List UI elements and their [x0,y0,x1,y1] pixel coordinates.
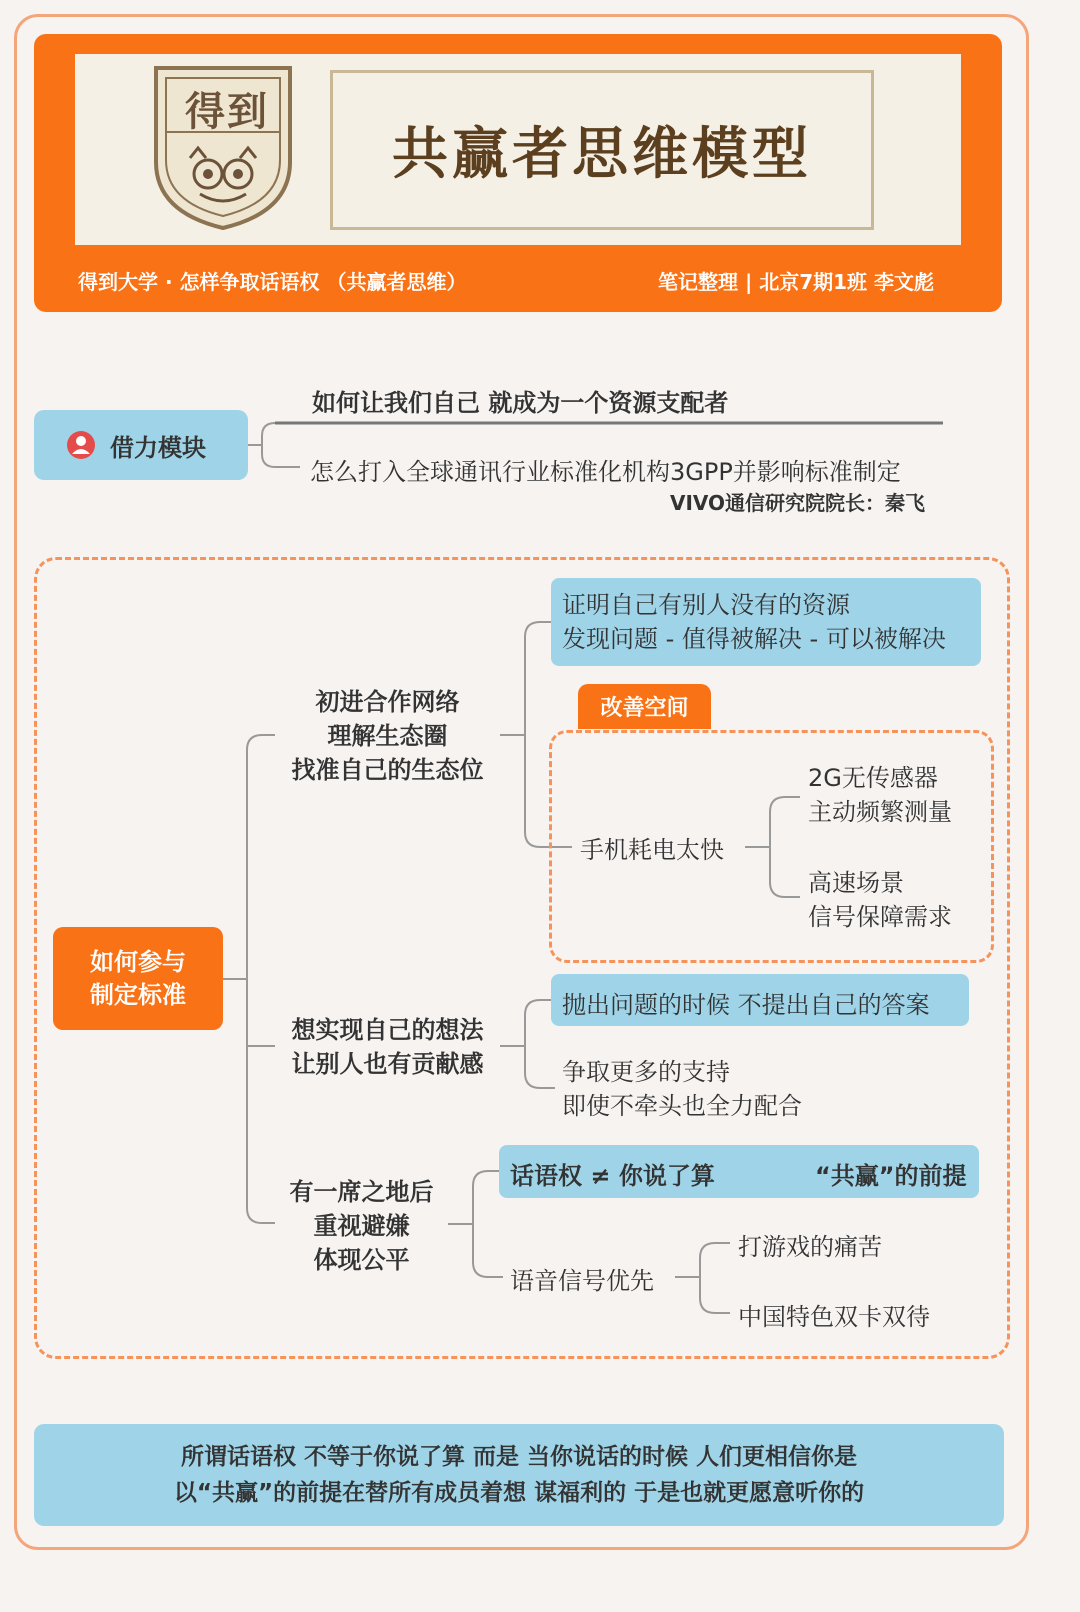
module-headline: 如何让我们自己 就成为一个资源支配者 [312,389,729,417]
child1-line2: 主动频繁测量 [808,798,952,826]
branch1-line3: 找准自己的生态位 [291,756,484,784]
page-title: 共赢者思维模型 [392,121,812,187]
branch2-label [275,1013,500,1081]
branch2-node1-text: 抛出问题的时候 不提出自己的答案 [562,991,930,1019]
branch2-node2 [562,1055,802,1123]
branch3-line1: 有一席之地后 [289,1178,434,1206]
branch3-child1: 打游戏的痛苦 [738,1233,882,1261]
root-line1: 如何参与 [90,947,186,976]
child1-line1: 2G无传感器 [808,764,938,792]
improvement-tag: 改善空间 [578,684,711,729]
branch1-node1-text [562,588,946,656]
branch1-node2-label: 手机耗电太快 [580,836,724,864]
branch2-line2: 让别人也有贡献感 [291,1050,484,1078]
root-line2: 制定标准 [90,980,186,1009]
branch3-child2: 中国特色双卡双待 [738,1303,930,1331]
footer-line2: 以“共赢”的前提在替所有成员着想 谋福利的 于是也就更愿意听你的 [173,1480,865,1506]
footer-line1: 所谓话语权 不等于你说了算 而是 当你说话的时候 人们更相信你是 [180,1444,858,1470]
child2-line2: 信号保障需求 [808,903,952,931]
branch3-line3: 体现公平 [313,1246,410,1274]
branch3-node1-left: 话语权 ≠ 你说了算 [510,1162,715,1190]
branch1-line1: 初进合作网络 [315,688,460,716]
branch1-node1-line1: 证明自己有别人没有的资源 [562,591,850,619]
branch2-node2-line1: 争取更多的支持 [562,1058,730,1086]
branch1-node1-line2: 发现问题 - 值得被解决 - 可以被解决 [562,625,946,653]
root-node [53,927,223,1030]
branch2-line1: 想实现自己的想法 [291,1016,484,1044]
course-source: 得到大学 · 怎样争取话语权 （共赢者思维） [78,270,467,294]
branch3-line2: 重视避嫌 [313,1212,410,1240]
branch2-node2-line2: 即使不牵头也全力配合 [562,1092,802,1120]
branch1-node2-child2 [808,866,952,934]
child2-line1: 高速场景 [808,869,904,897]
branch3-node1-right: “共赢”的前提 [815,1162,967,1190]
branch1-label [275,685,500,787]
module-attribution: VIVO通信研究院院长：秦飞 [670,491,926,515]
note-author: 笔记整理 | 北京7期1班 李文彪 [658,270,935,294]
module-label: 借力模块 [110,434,206,462]
summary-footer [34,1424,1004,1526]
branch1-line2: 理解生态圈 [327,722,448,750]
module-subline: 怎么打入全球通讯行业标准化机构3GPP并影响标准制定 [310,458,901,486]
branch3-node2-label: 语音信号优先 [510,1267,654,1295]
logo-text: 得到 [185,88,269,135]
branch3-label [275,1175,448,1277]
branch1-node2-child1 [808,761,952,829]
